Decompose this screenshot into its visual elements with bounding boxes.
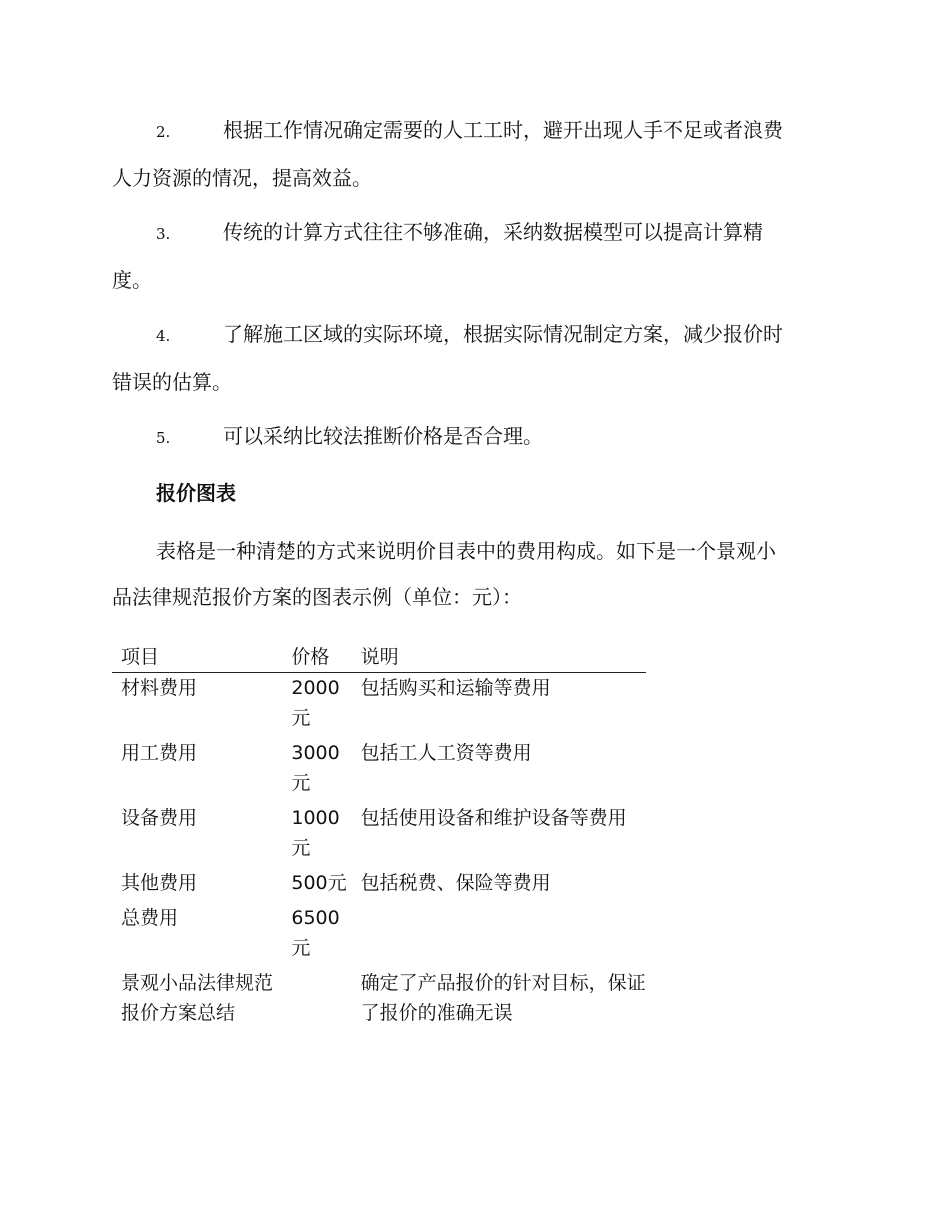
list-number: 5. xyxy=(156,429,171,447)
list-text-line: 根据工作情况确定需要的人工工时，避开出现人手不足或者浪费 xyxy=(223,118,783,142)
cell-price: 2000元 xyxy=(291,677,340,729)
cell-price: 3000元 xyxy=(291,742,340,794)
cell-item: 用工费用 xyxy=(121,742,198,764)
cell-price xyxy=(282,968,352,1033)
list-number: 4. xyxy=(156,327,171,345)
cell-note: 包括购买和运输等费用 xyxy=(360,677,551,699)
intro-paragraph xyxy=(112,528,834,620)
list-text-line: 传统的计算方式往往不够准确，采纳数据模型可以提高计算精 xyxy=(223,220,763,244)
list-number: 2. xyxy=(156,123,171,141)
table-row xyxy=(112,673,646,739)
list-item-4 xyxy=(112,311,834,405)
header-item: 项目 xyxy=(112,642,282,673)
list-item-2 xyxy=(112,107,834,201)
list-text-continuation: 错误的估算。 xyxy=(112,370,232,394)
price-table xyxy=(112,642,646,1033)
cell-note: 确定了产品报价的针对目标，保证了报价的准确无误 xyxy=(360,972,646,1024)
list-text-continuation: 度。 xyxy=(112,268,152,292)
table-row xyxy=(112,968,646,1033)
list-text-line: 了解施工区域的实际环境，根据实际情况制定方案，减少报价时 xyxy=(223,322,783,346)
table-row xyxy=(112,868,646,903)
list-item-3 xyxy=(112,209,834,303)
list-number: 3. xyxy=(156,225,171,243)
list-text-continuation: 人力资源的情况，提高效益。 xyxy=(112,166,372,190)
cell-note: 包括工人工资等费用 xyxy=(360,742,532,764)
table-row xyxy=(112,903,646,968)
paragraph-line-2: 品法律规范报价方案的图表示例（单位：元）： xyxy=(112,585,522,609)
header-price: 价格 xyxy=(282,642,352,673)
header-note: 说明 xyxy=(353,642,646,673)
cell-note: 包括使用设备和维护设备等费用 xyxy=(360,807,627,829)
cell-item: 设备费用 xyxy=(121,807,198,829)
cell-item: 材料费用 xyxy=(121,677,198,699)
paragraph-line-1: 表格是一种清楚的方式来说明价目表中的费用构成。如下是一个景观小 xyxy=(156,539,776,563)
cell-item: 其他费用 xyxy=(121,872,198,894)
cell-price: 1000元 xyxy=(291,807,340,859)
list-item-5 xyxy=(112,413,834,461)
cell-price: 500元 xyxy=(291,872,347,894)
cell-item: 景观小品法律规范报价方案总结 xyxy=(121,972,274,1024)
cell-note xyxy=(353,903,646,968)
table-row xyxy=(112,738,646,803)
cell-price: 6500元 xyxy=(291,907,340,959)
section-heading: 报价图表 xyxy=(156,481,236,505)
list-text-line: 可以采纳比较法推断价格是否合理。 xyxy=(223,424,543,448)
cell-item: 总费用 xyxy=(121,907,179,929)
table-row xyxy=(112,803,646,868)
cell-note: 包括税费、保险等费用 xyxy=(360,872,551,894)
table-header-row xyxy=(112,642,646,673)
